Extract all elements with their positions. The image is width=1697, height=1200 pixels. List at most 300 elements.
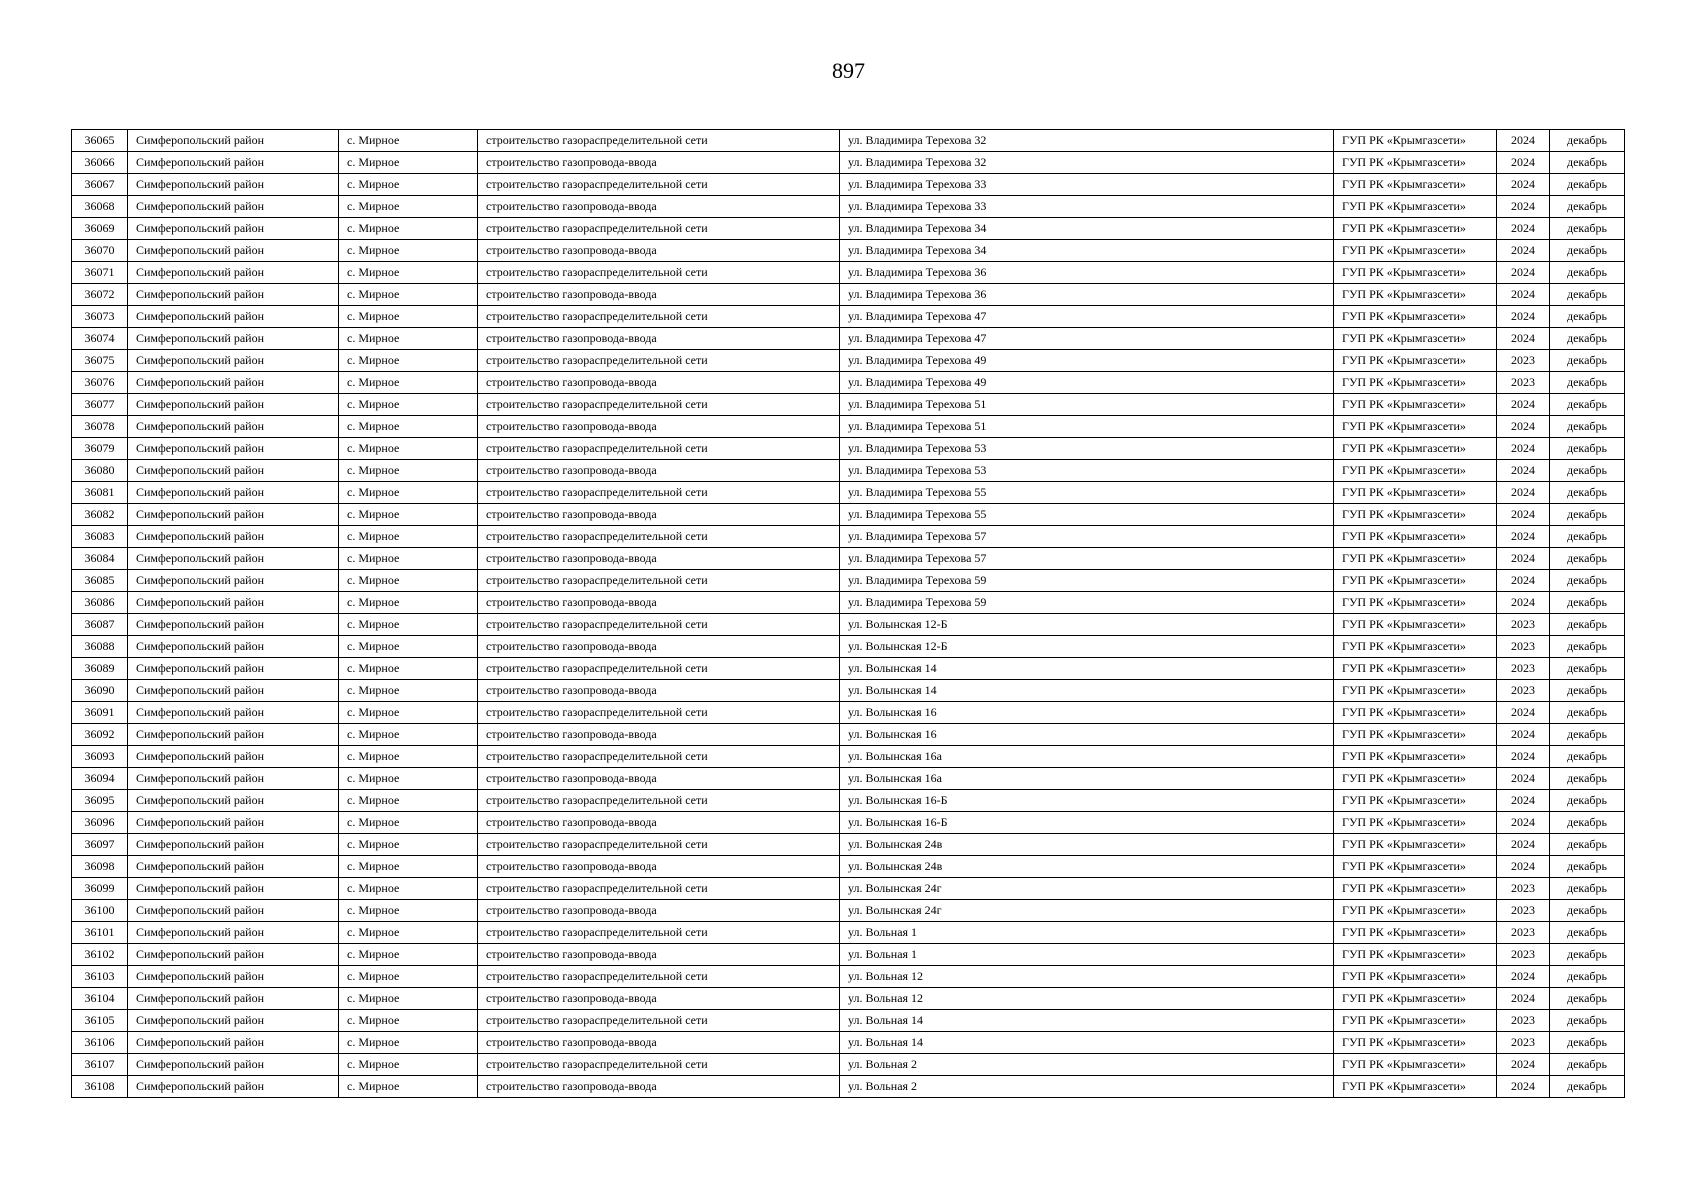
year-cell: 2024 (1497, 394, 1550, 416)
organization-cell: ГУП РК «Крымгазсети» (1334, 1054, 1497, 1076)
row-id: 36101 (72, 922, 128, 944)
district-cell: Симферопольский район (128, 878, 339, 900)
month-cell: декабрь (1550, 878, 1625, 900)
work-type-cell: строительство газораспределительной сети (478, 394, 840, 416)
year-cell: 2023 (1497, 636, 1550, 658)
village-cell: с. Мирное (339, 306, 478, 328)
village-cell: с. Мирное (339, 262, 478, 284)
year-cell: 2023 (1497, 350, 1550, 372)
district-cell: Симферопольский район (128, 174, 339, 196)
district-cell: Симферопольский район (128, 394, 339, 416)
month-cell: декабрь (1550, 746, 1625, 768)
year-cell: 2024 (1497, 438, 1550, 460)
page-number: 897 (832, 58, 865, 83)
table-row (72, 1032, 1625, 1054)
row-id: 36095 (72, 790, 128, 812)
work-type-cell: строительство газораспределительной сети (478, 790, 840, 812)
village-cell: с. Мирное (339, 350, 478, 372)
village-cell: с. Мирное (339, 284, 478, 306)
row-id: 36072 (72, 284, 128, 306)
year-cell: 2023 (1497, 1032, 1550, 1054)
work-type-cell: строительство газораспределительной сети (478, 922, 840, 944)
work-type-cell: строительство газопровода-ввода (478, 900, 840, 922)
table-row (72, 394, 1625, 416)
organization-cell: ГУП РК «Крымгазсети» (1334, 328, 1497, 350)
village-cell: с. Мирное (339, 504, 478, 526)
table-row (72, 306, 1625, 328)
district-cell: Симферопольский район (128, 130, 339, 152)
organization-cell: ГУП РК «Крымгазсети» (1334, 680, 1497, 702)
organization-cell: ГУП РК «Крымгазсети» (1334, 460, 1497, 482)
registry-body (72, 130, 1625, 1098)
organization-cell: ГУП РК «Крымгазсети» (1334, 130, 1497, 152)
organization-cell: ГУП РК «Крымгазсети» (1334, 834, 1497, 856)
month-cell: декабрь (1550, 570, 1625, 592)
month-cell: декабрь (1550, 702, 1625, 724)
work-type-cell: строительство газопровода-ввода (478, 240, 840, 262)
year-cell: 2024 (1497, 966, 1550, 988)
address-cell: ул. Волынская 16 (840, 724, 1334, 746)
organization-cell: ГУП РК «Крымгазсети» (1334, 284, 1497, 306)
row-id: 36080 (72, 460, 128, 482)
organization-cell: ГУП РК «Крымгазсети» (1334, 262, 1497, 284)
table-row (72, 680, 1625, 702)
table-row (72, 636, 1625, 658)
row-id: 36079 (72, 438, 128, 460)
work-type-cell: строительство газораспределительной сети (478, 1054, 840, 1076)
address-cell: ул. Вольная 2 (840, 1054, 1334, 1076)
organization-cell: ГУП РК «Крымгазсети» (1334, 988, 1497, 1010)
organization-cell: ГУП РК «Крымгазсети» (1334, 1032, 1497, 1054)
district-cell: Симферопольский район (128, 504, 339, 526)
year-cell: 2024 (1497, 482, 1550, 504)
village-cell: с. Мирное (339, 460, 478, 482)
address-cell: ул. Вольная 12 (840, 966, 1334, 988)
district-cell: Симферопольский район (128, 966, 339, 988)
year-cell: 2024 (1497, 130, 1550, 152)
month-cell: декабрь (1550, 680, 1625, 702)
address-cell: ул. Владимира Терехова 51 (840, 394, 1334, 416)
table-row (72, 482, 1625, 504)
work-type-cell: строительство газораспределительной сети (478, 174, 840, 196)
work-type-cell: строительство газопровода-ввода (478, 636, 840, 658)
organization-cell: ГУП РК «Крымгазсети» (1334, 152, 1497, 174)
address-cell: ул. Владимира Терехова 55 (840, 504, 1334, 526)
month-cell: декабрь (1550, 526, 1625, 548)
work-type-cell: строительство газораспределительной сети (478, 614, 840, 636)
district-cell: Симферопольский район (128, 284, 339, 306)
district-cell: Симферопольский район (128, 702, 339, 724)
address-cell: ул. Волынская 24г (840, 878, 1334, 900)
month-cell: декабрь (1550, 812, 1625, 834)
month-cell: декабрь (1550, 416, 1625, 438)
address-cell: ул. Владимира Терехова 51 (840, 416, 1334, 438)
village-cell: с. Мирное (339, 482, 478, 504)
district-cell: Симферопольский район (128, 372, 339, 394)
month-cell: декабрь (1550, 856, 1625, 878)
district-cell: Симферопольский район (128, 944, 339, 966)
work-type-cell: строительство газопровода-ввода (478, 768, 840, 790)
year-cell: 2023 (1497, 922, 1550, 944)
row-id: 36065 (72, 130, 128, 152)
village-cell: с. Мирное (339, 966, 478, 988)
year-cell: 2023 (1497, 614, 1550, 636)
address-cell: ул. Волынская 16-Б (840, 790, 1334, 812)
work-type-cell: строительство газораспределительной сети (478, 482, 840, 504)
table-row (72, 724, 1625, 746)
month-cell: декабрь (1550, 768, 1625, 790)
village-cell: с. Мирное (339, 988, 478, 1010)
work-type-cell: строительство газопровода-ввода (478, 944, 840, 966)
organization-cell: ГУП РК «Крымгазсети» (1334, 306, 1497, 328)
table-row (72, 460, 1625, 482)
row-id: 36107 (72, 1054, 128, 1076)
table-row (72, 262, 1625, 284)
table-row (72, 944, 1625, 966)
district-cell: Симферопольский район (128, 592, 339, 614)
table-row (72, 438, 1625, 460)
row-id: 36066 (72, 152, 128, 174)
address-cell: ул. Вольная 2 (840, 1076, 1334, 1098)
organization-cell: ГУП РК «Крымгазсети» (1334, 570, 1497, 592)
work-type-cell: строительство газопровода-ввода (478, 284, 840, 306)
district-cell: Симферопольский район (128, 240, 339, 262)
work-type-cell: строительство газопровода-ввода (478, 548, 840, 570)
work-type-cell: строительство газораспределительной сети (478, 966, 840, 988)
organization-cell: ГУП РК «Крымгазсети» (1334, 196, 1497, 218)
row-id: 36083 (72, 526, 128, 548)
table-row (72, 152, 1625, 174)
table-row (72, 174, 1625, 196)
year-cell: 2024 (1497, 570, 1550, 592)
address-cell: ул. Владимира Терехова 33 (840, 174, 1334, 196)
village-cell: с. Мирное (339, 130, 478, 152)
table-row (72, 416, 1625, 438)
table-row (72, 900, 1625, 922)
year-cell: 2024 (1497, 988, 1550, 1010)
village-cell: с. Мирное (339, 438, 478, 460)
work-type-cell: строительство газораспределительной сети (478, 130, 840, 152)
work-type-cell: строительство газопровода-ввода (478, 416, 840, 438)
address-cell: ул. Владимира Терехова 32 (840, 152, 1334, 174)
registry-table (71, 129, 1625, 1098)
organization-cell: ГУП РК «Крымгазсети» (1334, 790, 1497, 812)
district-cell: Симферопольский район (128, 152, 339, 174)
row-id: 36074 (72, 328, 128, 350)
address-cell: ул. Владимира Терехова 59 (840, 570, 1334, 592)
year-cell: 2023 (1497, 658, 1550, 680)
work-type-cell: строительство газопровода-ввода (478, 856, 840, 878)
organization-cell: ГУП РК «Крымгазсети» (1334, 592, 1497, 614)
village-cell: с. Мирное (339, 526, 478, 548)
address-cell: ул. Владимира Терехова 47 (840, 306, 1334, 328)
work-type-cell: строительство газопровода-ввода (478, 372, 840, 394)
village-cell: с. Мирное (339, 790, 478, 812)
year-cell: 2024 (1497, 196, 1550, 218)
district-cell: Симферопольский район (128, 834, 339, 856)
row-id: 36092 (72, 724, 128, 746)
month-cell: декабрь (1550, 548, 1625, 570)
organization-cell: ГУП РК «Крымгазсети» (1334, 482, 1497, 504)
month-cell: декабрь (1550, 482, 1625, 504)
table-row (72, 702, 1625, 724)
organization-cell: ГУП РК «Крымгазсети» (1334, 240, 1497, 262)
address-cell: ул. Волынская 14 (840, 658, 1334, 680)
village-cell: с. Мирное (339, 1054, 478, 1076)
district-cell: Симферопольский район (128, 570, 339, 592)
month-cell: декабрь (1550, 196, 1625, 218)
work-type-cell: строительство газопровода-ввода (478, 724, 840, 746)
organization-cell: ГУП РК «Крымгазсети» (1334, 702, 1497, 724)
month-cell: декабрь (1550, 174, 1625, 196)
year-cell: 2023 (1497, 900, 1550, 922)
table-row (72, 1076, 1625, 1098)
address-cell: ул. Волынская 14 (840, 680, 1334, 702)
address-cell: ул. Владимира Терехова 53 (840, 438, 1334, 460)
district-cell: Симферопольский район (128, 790, 339, 812)
address-cell: ул. Волынская 16 (840, 702, 1334, 724)
month-cell: декабрь (1550, 790, 1625, 812)
year-cell: 2024 (1497, 262, 1550, 284)
village-cell: с. Мирное (339, 394, 478, 416)
row-id: 36070 (72, 240, 128, 262)
row-id: 36104 (72, 988, 128, 1010)
table-row (72, 658, 1625, 680)
work-type-cell: строительство газораспределительной сети (478, 218, 840, 240)
month-cell: декабрь (1550, 130, 1625, 152)
address-cell: ул. Волынская 16-Б (840, 812, 1334, 834)
organization-cell: ГУП РК «Крымгазсети» (1334, 636, 1497, 658)
organization-cell: ГУП РК «Крымгазсети» (1334, 724, 1497, 746)
row-id: 36087 (72, 614, 128, 636)
address-cell: ул. Владимира Терехова 59 (840, 592, 1334, 614)
village-cell: с. Мирное (339, 1032, 478, 1054)
district-cell: Симферопольский район (128, 746, 339, 768)
village-cell: с. Мирное (339, 218, 478, 240)
district-cell: Симферопольский район (128, 614, 339, 636)
row-id: 36096 (72, 812, 128, 834)
district-cell: Симферопольский район (128, 636, 339, 658)
table-row (72, 196, 1625, 218)
address-cell: ул. Владимира Терехова 34 (840, 240, 1334, 262)
village-cell: с. Мирное (339, 240, 478, 262)
organization-cell: ГУП РК «Крымгазсети» (1334, 1010, 1497, 1032)
address-cell: ул. Волынская 24в (840, 856, 1334, 878)
work-type-cell: строительство газопровода-ввода (478, 1032, 840, 1054)
row-id: 36071 (72, 262, 128, 284)
address-cell: ул. Владимира Терехова 53 (840, 460, 1334, 482)
address-cell: ул. Вольная 14 (840, 1010, 1334, 1032)
district-cell: Симферопольский район (128, 350, 339, 372)
village-cell: с. Мирное (339, 702, 478, 724)
row-id: 36099 (72, 878, 128, 900)
address-cell: ул. Владимира Терехова 47 (840, 328, 1334, 350)
year-cell: 2024 (1497, 526, 1550, 548)
month-cell: декабрь (1550, 438, 1625, 460)
month-cell: декабрь (1550, 1054, 1625, 1076)
year-cell: 2024 (1497, 834, 1550, 856)
row-id: 36088 (72, 636, 128, 658)
year-cell: 2024 (1497, 240, 1550, 262)
village-cell: с. Мирное (339, 592, 478, 614)
organization-cell: ГУП РК «Крымгазсети» (1334, 350, 1497, 372)
year-cell: 2023 (1497, 878, 1550, 900)
village-cell: с. Мирное (339, 328, 478, 350)
organization-cell: ГУП РК «Крымгазсети» (1334, 746, 1497, 768)
month-cell: декабрь (1550, 350, 1625, 372)
address-cell: ул. Владимира Терехова 49 (840, 350, 1334, 372)
month-cell: декабрь (1550, 504, 1625, 526)
month-cell: декабрь (1550, 218, 1625, 240)
district-cell: Симферопольский район (128, 218, 339, 240)
address-cell: ул. Владимира Терехова 32 (840, 130, 1334, 152)
row-id: 36093 (72, 746, 128, 768)
organization-cell: ГУП РК «Крымгазсети» (1334, 174, 1497, 196)
year-cell: 2024 (1497, 306, 1550, 328)
district-cell: Симферопольский район (128, 658, 339, 680)
month-cell: декабрь (1550, 922, 1625, 944)
work-type-cell: строительство газораспределительной сети (478, 350, 840, 372)
address-cell: ул. Волынская 12-Б (840, 636, 1334, 658)
address-cell: ул. Волынская 12-Б (840, 614, 1334, 636)
village-cell: с. Мирное (339, 416, 478, 438)
table-row (72, 592, 1625, 614)
organization-cell: ГУП РК «Крымгазсети» (1334, 218, 1497, 240)
organization-cell: ГУП РК «Крымгазсети» (1334, 416, 1497, 438)
village-cell: с. Мирное (339, 636, 478, 658)
table-row (72, 878, 1625, 900)
row-id: 36073 (72, 306, 128, 328)
row-id: 36068 (72, 196, 128, 218)
address-cell: ул. Владимира Терехова 55 (840, 482, 1334, 504)
work-type-cell: строительство газопровода-ввода (478, 1076, 840, 1098)
address-cell: ул. Владимира Терехова 33 (840, 196, 1334, 218)
district-cell: Симферопольский район (128, 460, 339, 482)
month-cell: декабрь (1550, 284, 1625, 306)
address-cell: ул. Владимира Терехова 34 (840, 218, 1334, 240)
row-id: 36075 (72, 350, 128, 372)
address-cell: ул. Вольная 1 (840, 944, 1334, 966)
district-cell: Симферопольский район (128, 1076, 339, 1098)
row-id: 36069 (72, 218, 128, 240)
organization-cell: ГУП РК «Крымгазсети» (1334, 812, 1497, 834)
row-id: 36100 (72, 900, 128, 922)
row-id: 36106 (72, 1032, 128, 1054)
work-type-cell: строительство газопровода-ввода (478, 196, 840, 218)
village-cell: с. Мирное (339, 658, 478, 680)
year-cell: 2024 (1497, 746, 1550, 768)
month-cell: декабрь (1550, 592, 1625, 614)
month-cell: декабрь (1550, 1076, 1625, 1098)
month-cell: декабрь (1550, 966, 1625, 988)
village-cell: с. Мирное (339, 1076, 478, 1098)
work-type-cell: строительство газопровода-ввода (478, 504, 840, 526)
address-cell: ул. Владимира Терехова 36 (840, 262, 1334, 284)
row-id: 36084 (72, 548, 128, 570)
village-cell: с. Мирное (339, 1010, 478, 1032)
table-row (72, 130, 1625, 152)
work-type-cell: строительство газопровода-ввода (478, 460, 840, 482)
work-type-cell: строительство газораспределительной сети (478, 438, 840, 460)
year-cell: 2024 (1497, 702, 1550, 724)
row-id: 36086 (72, 592, 128, 614)
district-cell: Симферопольский район (128, 438, 339, 460)
month-cell: декабрь (1550, 262, 1625, 284)
month-cell: декабрь (1550, 834, 1625, 856)
work-type-cell: строительство газораспределительной сети (478, 658, 840, 680)
district-cell: Симферопольский район (128, 1010, 339, 1032)
district-cell: Симферопольский район (128, 548, 339, 570)
row-id: 36108 (72, 1076, 128, 1098)
year-cell: 2023 (1497, 944, 1550, 966)
district-cell: Симферопольский район (128, 768, 339, 790)
row-id: 36097 (72, 834, 128, 856)
organization-cell: ГУП РК «Крымгазсети» (1334, 614, 1497, 636)
village-cell: с. Мирное (339, 768, 478, 790)
year-cell: 2024 (1497, 1076, 1550, 1098)
table-row (72, 856, 1625, 878)
row-id: 36067 (72, 174, 128, 196)
address-cell: ул. Владимира Терехова 57 (840, 526, 1334, 548)
month-cell: декабрь (1550, 152, 1625, 174)
village-cell: с. Мирное (339, 724, 478, 746)
table-row (72, 614, 1625, 636)
year-cell: 2024 (1497, 174, 1550, 196)
address-cell: ул. Волынская 24в (840, 834, 1334, 856)
village-cell: с. Мирное (339, 812, 478, 834)
district-cell: Симферопольский район (128, 416, 339, 438)
address-cell: ул. Вольная 14 (840, 1032, 1334, 1054)
address-cell: ул. Волынская 16а (840, 746, 1334, 768)
table-row (72, 988, 1625, 1010)
table-row (72, 746, 1625, 768)
organization-cell: ГУП РК «Крымгазсети» (1334, 922, 1497, 944)
organization-cell: ГУП РК «Крымгазсети» (1334, 900, 1497, 922)
row-id: 36091 (72, 702, 128, 724)
organization-cell: ГУП РК «Крымгазсети» (1334, 878, 1497, 900)
district-cell: Симферопольский район (128, 900, 339, 922)
table-row (72, 1054, 1625, 1076)
address-cell: ул. Вольная 1 (840, 922, 1334, 944)
organization-cell: ГУП РК «Крымгазсети» (1334, 768, 1497, 790)
district-cell: Симферопольский район (128, 1054, 339, 1076)
district-cell: Симферопольский район (128, 328, 339, 350)
village-cell: с. Мирное (339, 614, 478, 636)
village-cell: с. Мирное (339, 680, 478, 702)
table-row (72, 1010, 1625, 1032)
month-cell: декабрь (1550, 306, 1625, 328)
month-cell: декабрь (1550, 724, 1625, 746)
work-type-cell: строительство газораспределительной сети (478, 570, 840, 592)
village-cell: с. Мирное (339, 900, 478, 922)
organization-cell: ГУП РК «Крымгазсети» (1334, 526, 1497, 548)
organization-cell: ГУП РК «Крымгазсети» (1334, 372, 1497, 394)
district-cell: Симферопольский район (128, 680, 339, 702)
work-type-cell: строительство газораспределительной сети (478, 878, 840, 900)
row-id: 36098 (72, 856, 128, 878)
work-type-cell: строительство газораспределительной сети (478, 746, 840, 768)
village-cell: с. Мирное (339, 196, 478, 218)
year-cell: 2023 (1497, 372, 1550, 394)
organization-cell: ГУП РК «Крымгазсети» (1334, 856, 1497, 878)
table-row (72, 790, 1625, 812)
district-cell: Симферопольский район (128, 196, 339, 218)
village-cell: с. Мирное (339, 548, 478, 570)
month-cell: декабрь (1550, 1010, 1625, 1032)
work-type-cell: строительство газораспределительной сети (478, 702, 840, 724)
village-cell: с. Мирное (339, 944, 478, 966)
row-id: 36081 (72, 482, 128, 504)
